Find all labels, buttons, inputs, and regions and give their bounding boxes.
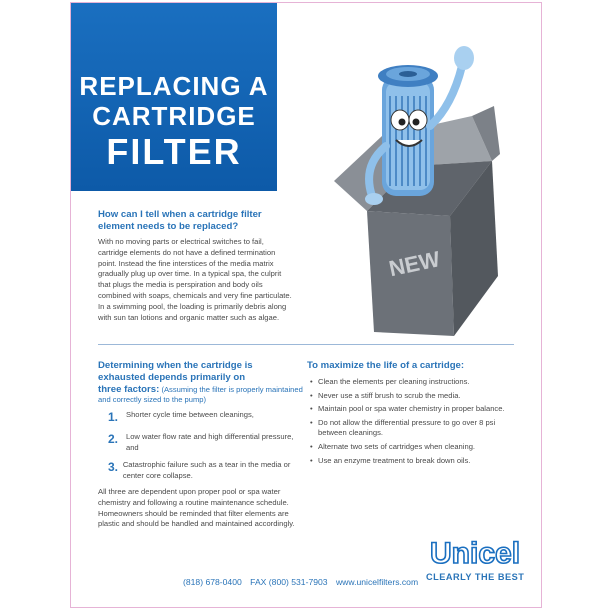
list-item: • Alternate two sets of cartridges when cleaning. bbox=[310, 442, 510, 453]
unicel-logo bbox=[430, 535, 530, 569]
determining-body: All three are dependent upon proper pool or spa water chemistry and following a routine maintenance schedule. Homeowners should be reminded that filter elements are plastic and should be handled and maintained accordingly. bbox=[98, 487, 295, 529]
factor-text: Low water flow rate and high differential pressure, and bbox=[125, 432, 294, 452]
factor-text: Shorter cycle time between cleanings, bbox=[126, 410, 254, 419]
factor-item bbox=[108, 410, 308, 424]
factor-text: Catastrophic failure such as a tear in the media or center core collapse. bbox=[122, 460, 291, 480]
factor-item bbox=[108, 460, 308, 481]
factor-item bbox=[108, 432, 308, 453]
determining-heading: Determining when the cartridge is exhausted depends primarily on bbox=[98, 360, 253, 383]
question-body: With no moving parts or electrical switches to fail, cartridge elements do not have a defined termination point. Instead the fine interstices of the media matrix gradually plug up over time. In a typical spa, the culprit that plugs the media is perspiration and body oils combined with soaps, chemicals and very fine particulate. In a swimming pool, the loading is primarily debris along with sun tan lotions and organic matter such as algae. bbox=[98, 237, 292, 322]
banner-title-line1: REPLACING A bbox=[79, 71, 269, 101]
banner-title-line2: CARTRIDGE bbox=[92, 101, 256, 131]
question-heading: How can I tell when a cartridge filter element needs to be replaced? bbox=[98, 209, 262, 232]
website-link[interactable]: www.unicelfilters.com bbox=[335, 577, 419, 587]
fax-number: FAX (800) 531-7903 bbox=[250, 577, 328, 587]
footer-contact bbox=[183, 577, 424, 587]
section-divider bbox=[98, 344, 514, 345]
tagline: CLEARLY THE BEST bbox=[426, 572, 525, 582]
list-item: • Maintain pool or spa water chemistry in proper balance. bbox=[310, 404, 510, 415]
factor-number: 3. bbox=[108, 460, 119, 474]
list-item: • Never use a stiff brush to scrub the media. bbox=[310, 391, 510, 402]
list-item: • Do not allow the differential pressure to go over 8 psi between cleanings. bbox=[310, 418, 510, 439]
list-item: • Use an enzyme treatment to break down oils. bbox=[310, 456, 510, 467]
logo-text: Unicel bbox=[430, 537, 521, 569]
title-banner bbox=[71, 3, 277, 191]
phone-number: (818) 678-0400 bbox=[183, 577, 242, 587]
factor-number: 2. bbox=[108, 432, 119, 446]
cartridge-mascot-illustration bbox=[322, 36, 502, 336]
list-item: • Clean the elements per cleaning instructions. bbox=[310, 377, 510, 388]
new-box-label: NEW bbox=[386, 246, 443, 282]
factor-number: 1. bbox=[108, 410, 119, 424]
factors-note: (Assuming the filter is properly maintained and correctly sized to the pump) bbox=[98, 385, 303, 405]
banner-title-line3: FILTER bbox=[106, 131, 242, 172]
maximize-list bbox=[310, 377, 510, 469]
maximize-heading: To maximize the life of a cartridge: bbox=[307, 360, 465, 371]
three-factors-label: three factors: bbox=[98, 384, 160, 395]
determining-subheading bbox=[98, 385, 303, 406]
